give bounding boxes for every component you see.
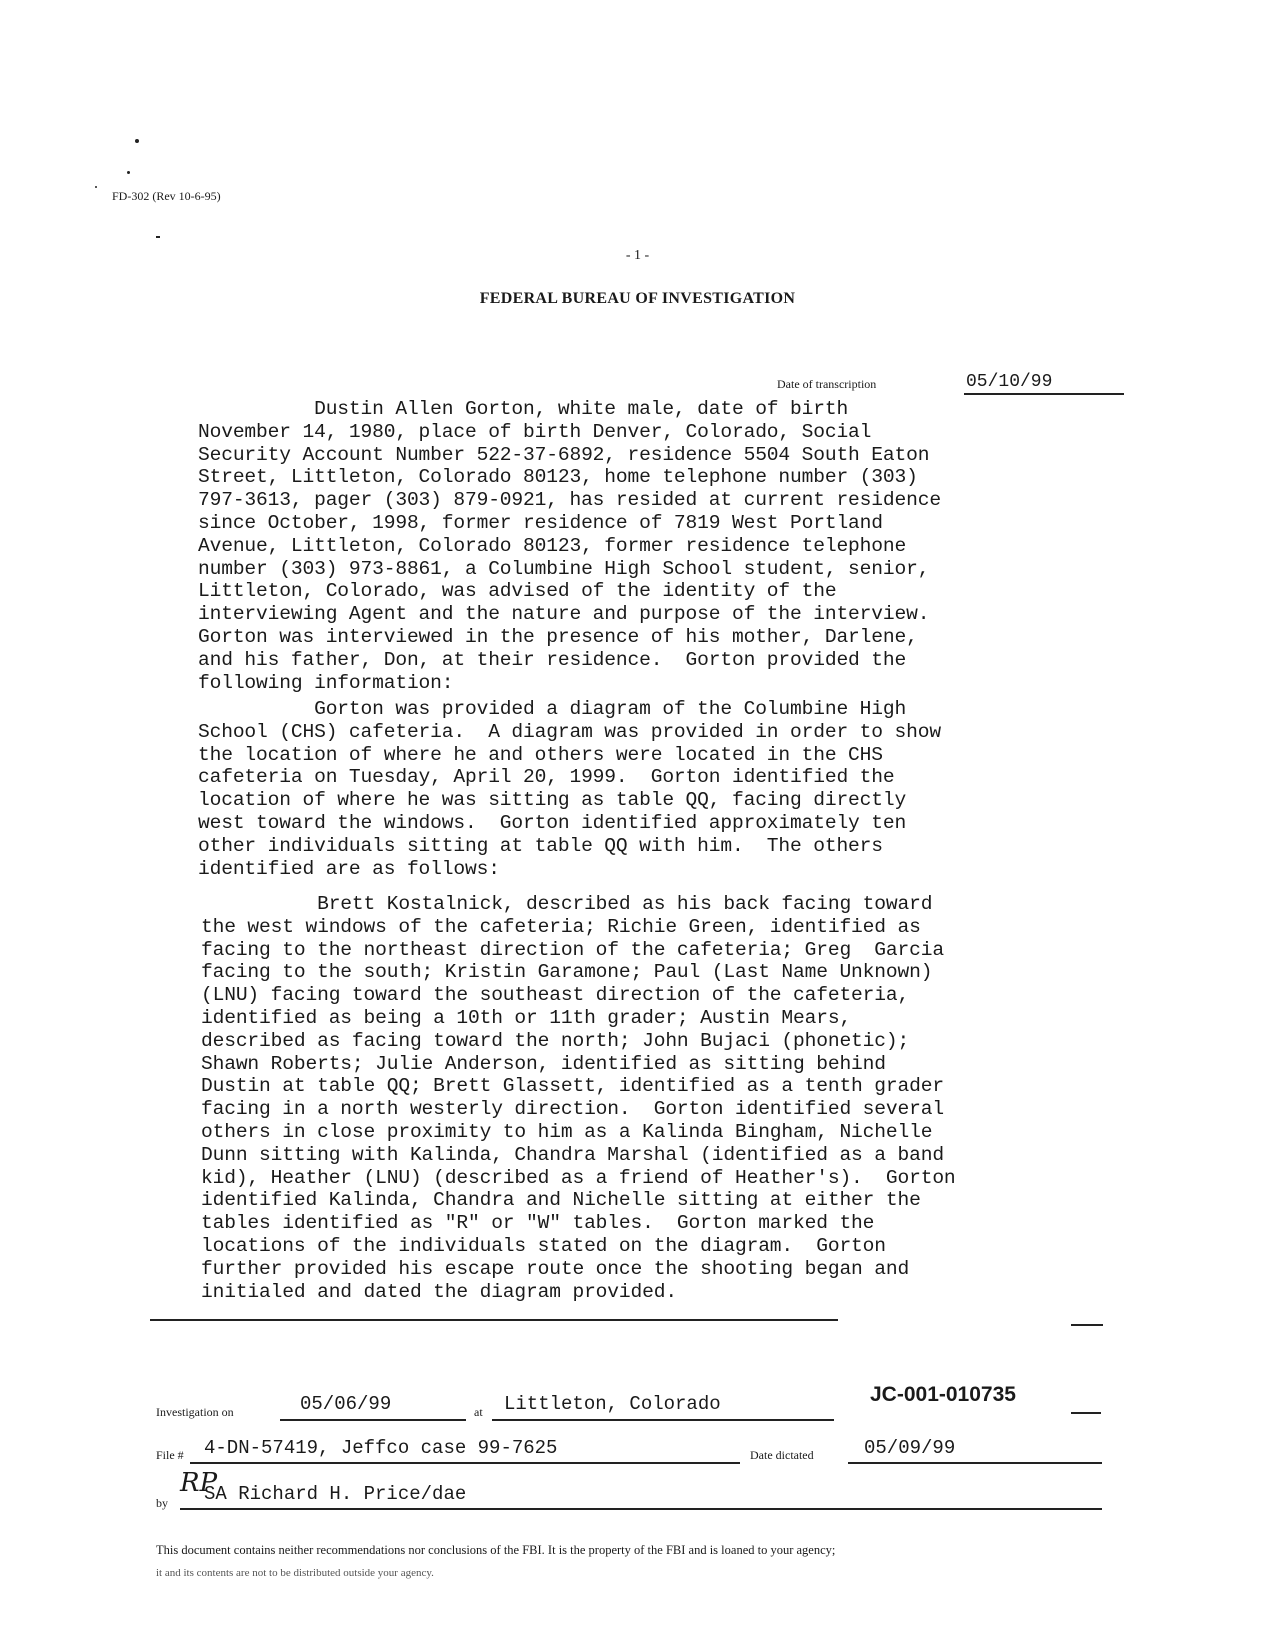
scan-mark (135, 139, 139, 143)
paragraph-line: the west windows of the cafeteria; Richie Green, identified as (201, 915, 921, 938)
scan-mark (127, 171, 130, 174)
investigation-on-underline (280, 1419, 466, 1421)
form-rule-mark (1071, 1324, 1103, 1326)
file-number-label: File # (156, 1448, 184, 1462)
agent-initials: RP (180, 1468, 218, 1498)
date-dictated-label: Date dictated (750, 1448, 814, 1462)
paragraph-line: Littleton, Colorado, was advised of the identity of the (198, 580, 837, 603)
paragraph-line: facing in a north westerly direction. Gorton identified several (201, 1098, 944, 1121)
paragraph-line: interviewing Agent and the nature and purpose of the interview. (198, 603, 930, 626)
paragraph-line: the location of where he and others were located in the CHS (198, 743, 883, 766)
paragraph-line: facing to the south; Kristin Garamone; Paul (Last Name Unknown) (201, 961, 933, 984)
paragraph-line: cafeteria on Tuesday, April 20, 1999. Gorton identified the (198, 766, 895, 789)
paragraph-line: Gorton was interviewed in the presence of his mother, Darlene, (198, 625, 918, 648)
page-number: - 1 - (625, 248, 650, 263)
form-rule-top (150, 1319, 838, 1321)
paragraph-line: Dunn sitting with Kalinda, Chandra Marshal (identified as a band (201, 1143, 944, 1166)
paragraph-line: Shawn Roberts; Julie Anderson, identified as sitting behind (201, 1052, 886, 1075)
by-label: by (156, 1496, 168, 1510)
paragraph-line: following information: (198, 671, 454, 694)
paragraph-line: Brett Kostalnick, described as his back facing toward (201, 893, 933, 915)
paragraph-line: 797-3613, pager (303) 879-0921, has resided at current residence (198, 489, 941, 512)
file-number-underline (190, 1462, 740, 1464)
investigation-on-date: 05/06/99 (300, 1393, 392, 1415)
paragraph-line: Security Account Number 522-37-6892, residence 5504 South Eaton (198, 443, 930, 466)
agent-underline (180, 1508, 1102, 1510)
paragraph-line: Street, Littleton, Colorado 80123, home telephone number (303) (198, 466, 918, 489)
paragraph-line: tables identified as "R" or "W" tables. Gorton marked the (201, 1212, 875, 1235)
paragraph-diagram (198, 698, 1078, 880)
paragraph-line: Dustin at table QQ; Brett Glassett, identified as a tenth grader (201, 1075, 944, 1098)
disclaimer-line-1: This document contains neither recommendations nor conclusions of the FBI. It is the property of the FBI and is loaned to your agency; (156, 1543, 836, 1557)
paragraph-line: west toward the windows. Gorton identified approximately ten (198, 811, 907, 834)
date-dictated-underline (848, 1462, 1102, 1464)
paragraph-line: School (CHS) cafeteria. A diagram was provided in order to show (198, 720, 941, 743)
location-underline (492, 1419, 834, 1421)
file-number: 4-DN-57419, Jeffco case 99-7625 (204, 1437, 558, 1459)
date-of-transcription-value (964, 372, 1124, 395)
investigation-location: Littleton, Colorado (504, 1393, 721, 1415)
disclaimer-line-2: it and its contents are not to be distributed outside your agency. (156, 1567, 434, 1579)
scan-mark (95, 186, 97, 188)
paragraph-line: initialed and dated the diagram provided. (201, 1280, 677, 1303)
paragraph-line: locations of the individuals stated on the diagram. Gorton (201, 1234, 886, 1257)
form-rule-mark (1071, 1412, 1101, 1414)
paragraph-line: identified Kalinda, Chandra and Nichelle sitting at either the (201, 1189, 921, 1212)
paragraph-line: other individuals sitting at table QQ with him. The others (198, 834, 883, 857)
paragraph-line: and his father, Don, at their residence. Gorton provided the (198, 648, 907, 671)
date-of-transcription-label: Date of transcription (777, 377, 877, 391)
paragraph-line: Dustin Allen Gorton, white male, date of birth (198, 398, 849, 420)
investigation-on-label: Investigation on (156, 1405, 234, 1419)
at-label: at (474, 1405, 483, 1419)
scan-mark (156, 236, 160, 238)
agent-name: SA Richard H. Price/dae (204, 1483, 467, 1505)
paragraph-line: facing to the northeast direction of the cafeteria; Greg Garcia (201, 938, 944, 961)
paragraph-line: further provided his escape route once the shooting began and (201, 1257, 910, 1280)
paragraph-subject-info (198, 398, 1078, 694)
date-dictated: 05/09/99 (864, 1437, 956, 1459)
paragraph-line: Gorton was provided a diagram of the Columbine High (198, 698, 907, 720)
paragraph-line: since October, 1998, former residence of 7819 West Portland (198, 511, 883, 534)
paragraph-line: location of where he was sitting as table QQ, facing directly (198, 789, 907, 812)
paragraph-line: Avenue, Littleton, Colorado 80123, former residence telephone (198, 534, 907, 557)
paragraph-line: November 14, 1980, place of birth Denver, Colorado, Social (198, 420, 872, 443)
document-number: JC-001-010735 (870, 1383, 1016, 1406)
paragraph-line: number (303) 973-8861, a Columbine High School student, senior, (198, 557, 930, 580)
paragraph-line: identified as being a 10th or 11th grader; Austin Mears, (201, 1006, 852, 1029)
paragraph-individuals (201, 893, 1081, 1303)
paragraph-line: identified are as follows: (198, 857, 500, 880)
date-of-transcription: 05/10/99 (966, 372, 1053, 392)
agency-title: FEDERAL BUREAU OF INVESTIGATION (479, 290, 796, 307)
form-id: FD-302 (Rev 10-6-95) (112, 189, 221, 203)
paragraph-line: described as facing toward the north; John Bujaci (phonetic); (201, 1029, 910, 1052)
paragraph-line: others in close proximity to him as a Kalinda Bingham, Nichelle (201, 1120, 933, 1143)
paragraph-line: kid), Heather (LNU) (described as a friend of Heather's). Gorton (201, 1166, 956, 1189)
paragraph-line: (LNU) facing toward the southeast direction of the cafeteria, (201, 984, 910, 1007)
